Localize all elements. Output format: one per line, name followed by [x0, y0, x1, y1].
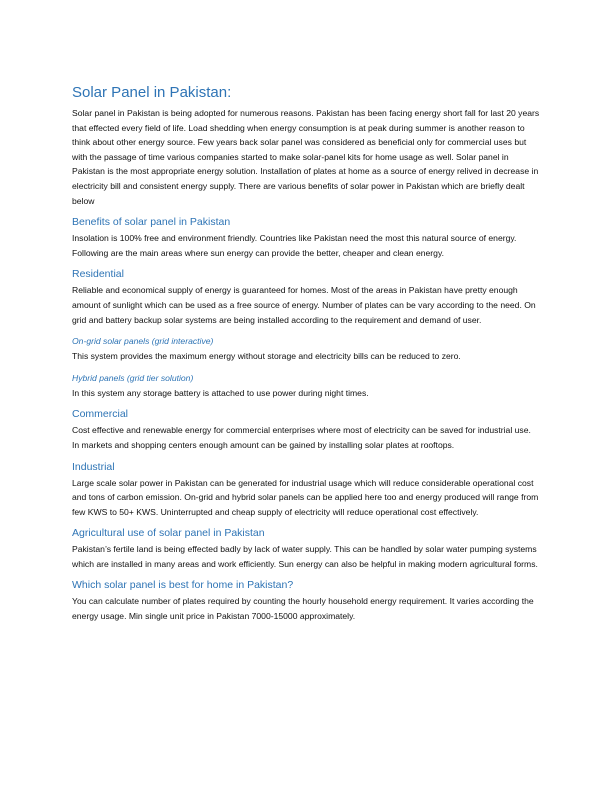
section-body-commercial: Cost effective and renewable energy for commercial enterprises where most of electricity can be saved for industrial use. In markets and shopping centers enough amount can be gained by installing solar plates at rooftops. [72, 425, 531, 450]
document-page [72, 84, 540, 624]
section-heading-residential: Residential [72, 268, 124, 281]
section-body-residential: Reliable and economical supply of energy is guaranteed for homes. Most of the areas in Pakistan have pretty enough amount of sunlight which can be used as a free source of energy. Number of plates can be vary according to the need. On grid and battery backup solar systems are being installed according to the requirement and demand of user. [72, 285, 536, 325]
section-heading-agricultural: Agricultural use of solar panel in Pakistan [72, 527, 265, 540]
intro-paragraph: Solar panel in Pakistan is being adopted for numerous reasons. Pakistan has been facing energy short fall for last 20 years that effected every field of life. Load shedding when energy consumption is at peak during summer is another reason to think about other energy source. Few years back solar panel was considered as beneficial only for commercial uses but with the passage of time various companies started to make solar-panel kits for home usage as well. Solar panel in Pakistan is the most appropriate energy solution. Installation of plates at home as a source of energy relived in decrease in electricity bill and consistent energy supply. There are various benefits of solar power in Pakistan which are briefly dealt below [72, 108, 540, 206]
document-title: Solar Panel in Pakistan: [72, 84, 232, 101]
section-body-on-grid: This system provides the maximum energy without storage and electricity bills can be reduced to zero. [72, 351, 461, 362]
section-heading-industrial: Industrial [72, 460, 115, 473]
section-heading-which-panel: Which solar panel is best for home in Pakistan? [72, 579, 294, 592]
section-heading-commercial: Commercial [72, 408, 129, 421]
section-heading-hybrid: Hybrid panels (grid tier solution) [72, 372, 194, 383]
section-heading-benefits: Benefits of solar panel in Pakistan [72, 216, 231, 229]
section-body-hybrid: In this system any storage battery is attached to use power during night times. [72, 387, 369, 398]
section-body-industrial: Large scale solar power in Pakistan can be generated for industrial usage which will reduce considerable operational cost and tons of carbon emission. On-grid and hybrid solar panels can be applied here too and energy produced will range from few KWS to 50+ KWS. Uninterrupted and cheap supply of electricity will reduce operational cost effectively. [72, 477, 539, 517]
section-heading-on-grid: On-grid solar panels (grid interactive) [72, 336, 214, 347]
section-body-which-panel: You can calculate number of plates required by counting the hourly household energy requirement. It varies according the energy usage. Min single unit price in Pakistan 7000-15000 approximately. [72, 596, 534, 622]
section-body-agricultural: Pakistan’s fertile land is being effected badly by lack of water supply. This can be handled by solar water pumping systems which are installed in many areas and work efficiently. Sun energy can also be helpful in making modern agricultural forms. [72, 544, 538, 569]
section-body-benefits: Insolation is 100% free and environment friendly. Countries like Pakistan need the most this natural source of energy. Following are the main areas where sun energy can provide the better, cheaper and clean energy. [72, 233, 517, 258]
